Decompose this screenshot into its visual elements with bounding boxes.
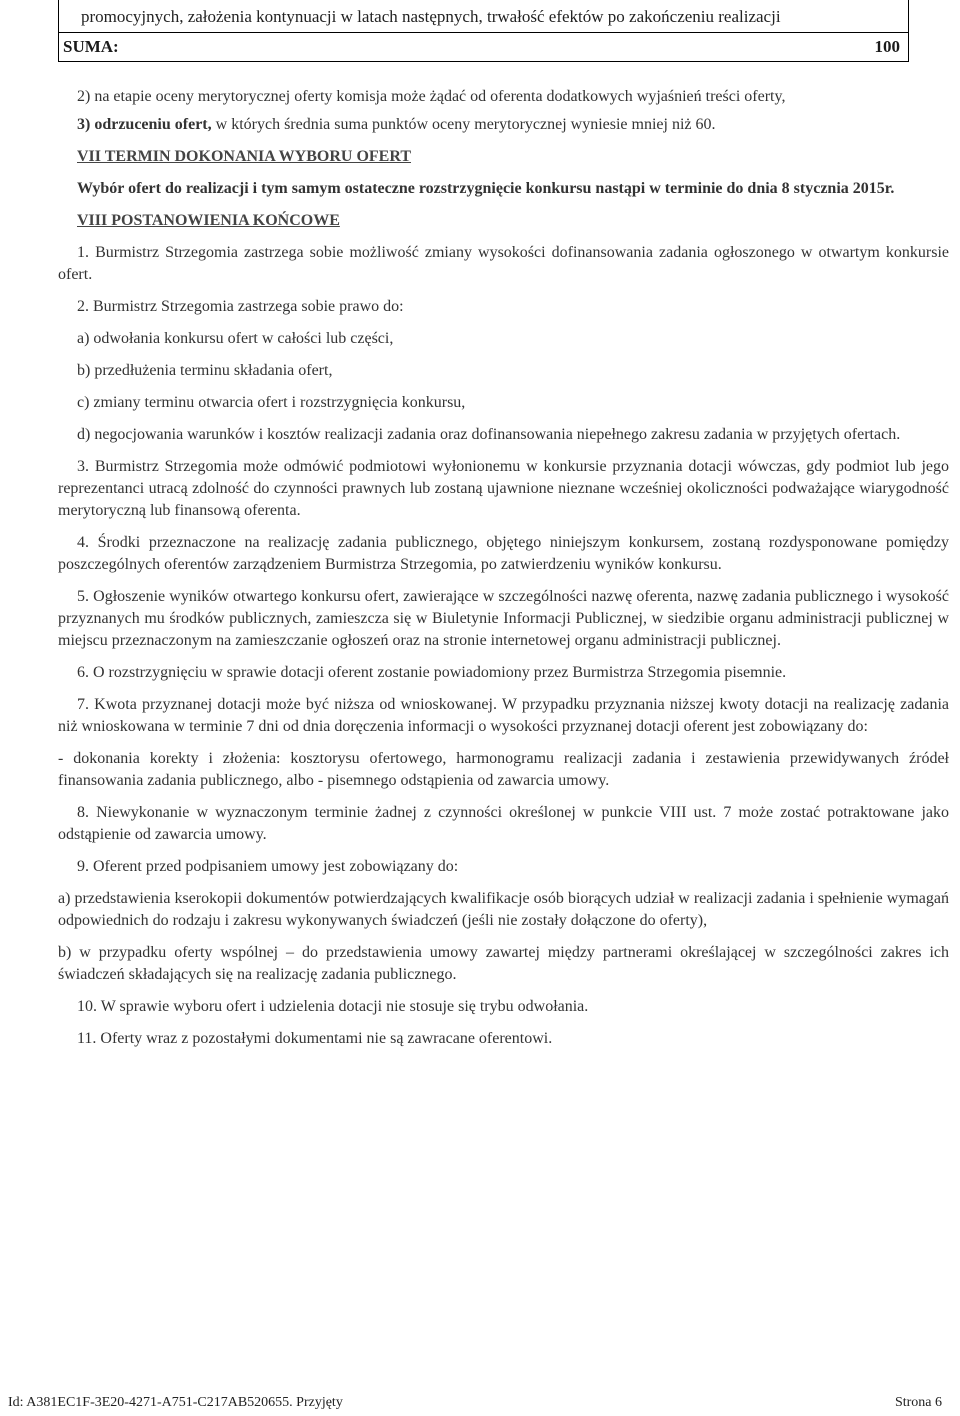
score-table (58, 0, 909, 62)
section-heading-viii: VIII POSTANOWIENIA KOŃCOWE (77, 212, 340, 229)
paragraph-3-rest: w których średnia suma punktów oceny merytorycznej wyniesie mniej niż 60. (211, 116, 716, 133)
clause-9: 9. Oferent przed podpisaniem umowy jest zobowiązany do: (77, 858, 459, 875)
clause-9a: a) przedstawienia kserokopii dokumentów potwierdzających kwalifikacje osób biorących udział w realizacji zadania i spełnienie wymagań odpowiednich do rodzaju i zakresu wykonywanych świadczeń (jeśli nie zostały dołączone do oferty), (58, 890, 949, 929)
clause-2c: c) zmiany terminu otwarcia ofert i rozstrzygnięcia konkursu, (77, 394, 466, 411)
clause-8: 8. Niewykonanie w wyznaczonym terminie żadnej z czynności określonej w punkcie VIII ust. 7 może zostać potraktowane jako odstąpienie od zawarcia umowy. (58, 804, 949, 843)
clause-11: 11. Oferty wraz z pozostałymi dokumentami nie są zawracane oferentowi. (77, 1030, 553, 1047)
table-criterion-text: promocyjnych, założenia kontynuacji w latach następnych, trwałość efektów po zakończeniu realizacji (81, 7, 781, 26)
clause-2a: a) odwołania konkursu ofert w całości lub części, (77, 330, 394, 347)
document-id: Id: A381EC1F-3E20-4271-A751-C217AB520655. Przyjęty (8, 1395, 343, 1410)
paragraph-3 (58, 114, 949, 136)
clause-2d: d) negocjowania warunków i kosztów realizacji zadania oraz dofinansowania niepełnego zakresu zadania w przyjętych ofertach. (77, 426, 901, 443)
clause-7a: - dokonania korekty i złożenia: kosztorysu ofertowego, harmonogramu realizacji zadania i zestawienia przewidywanych źródeł finansowania zadania publicznego, albo - pisemnego odstąpienia od zawarcia umowy. (58, 750, 949, 789)
clause-2b: b) przedłużenia terminu składania ofert, (77, 362, 333, 379)
clause-9b: b) w przypadku oferty wspólnej – do przedstawienia umowy zawartej między partnerami określającej w szczególności zakres ich świadczeń składających się na realizację zadania publicznego. (58, 944, 949, 983)
paragraph-3-bold: 3) odrzuceniu ofert, (77, 116, 212, 133)
section-vii-text: Wybór ofert do realizacji i tym samym ostateczne rozstrzygnięcie konkursu nastąpi w terminie do dnia 8 stycznia 2015r. (77, 180, 895, 197)
clause-6: 6. O rozstrzygnięciu w sprawie dotacji oferent zostanie powiadomiony przez Burmistrza Strzegomia pisemnie. (77, 664, 787, 681)
clause-4: 4. Środki przeznaczone na realizację zadania publicznego, objętego niniejszym konkursem, zostaną rozdysponowane pomiędzy poszczególnych oferentów zarządzeniem Burmistrza Strzegomia, po zatwierdzeniu wyników konkursu. (58, 534, 949, 573)
page-number: Strona 6 (894, 1395, 942, 1410)
clause-5: 5. Ogłoszenie wyników otwartego konkursu ofert, zawierające w szczególności nazwę oferenta, nazwę zadania publicznego i wysokość przyznanych mu środków publicznych, zamieszcza się w Biuletynie Informacji Publicznej, w siedzibie organu administracji publicznej w miejscu przeznaczonym na zamieszczanie ogłoszeń oraz na stronie internetowej organu administracji publicznej. (58, 588, 949, 649)
clause-3: 3. Burmistrz Strzegomia może odmówić podmiotowi wyłonionemu w konkursie przyznania dotacji wówczas, gdy podmiot lub jego reprezentanci utracą zdolność do czynności prawnych lub zostaną ujawnione nieznane wcześniej okoliczności podważające wiarygodność merytoryczną lub finansową oferenta. (58, 458, 949, 519)
paragraph-2: 2) na etapie oceny merytorycznej oferty komisja może żądać od oferenta dodatkowych wyjaśnień treści oferty, (77, 88, 786, 105)
clause-7: 7. Kwota przyznanej dotacji może być niższa od wnioskowanej. W przypadku przyznania niższej kwoty dotacji na realizację zadania niż wnioskowana w terminie 7 dni od dnia doręczenia informacji o wysokości przyznanej dotacji oferent jest zobowiązany do: (58, 696, 949, 735)
sum-value: 100 (874, 37, 900, 56)
sum-label: SUMA: (63, 37, 119, 56)
clause-1: 1. Burmistrz Strzegomia zastrzega sobie możliwość zmiany wysokości dofinansowania zadania ogłoszonego w otwartym konkursie ofert. (58, 244, 949, 283)
section-heading-vii: VII TERMIN DOKONANIA WYBORU OFERT (77, 148, 411, 165)
page-footer (8, 1395, 942, 1411)
table-sum-row (59, 32, 908, 61)
clause-2: 2. Burmistrz Strzegomia zastrzega sobie prawo do: (77, 298, 404, 315)
clause-10: 10. W sprawie wyboru ofert i udzielenia dotacji nie stosuje się trybu odwołania. (77, 998, 589, 1015)
document-body (58, 86, 949, 1060)
